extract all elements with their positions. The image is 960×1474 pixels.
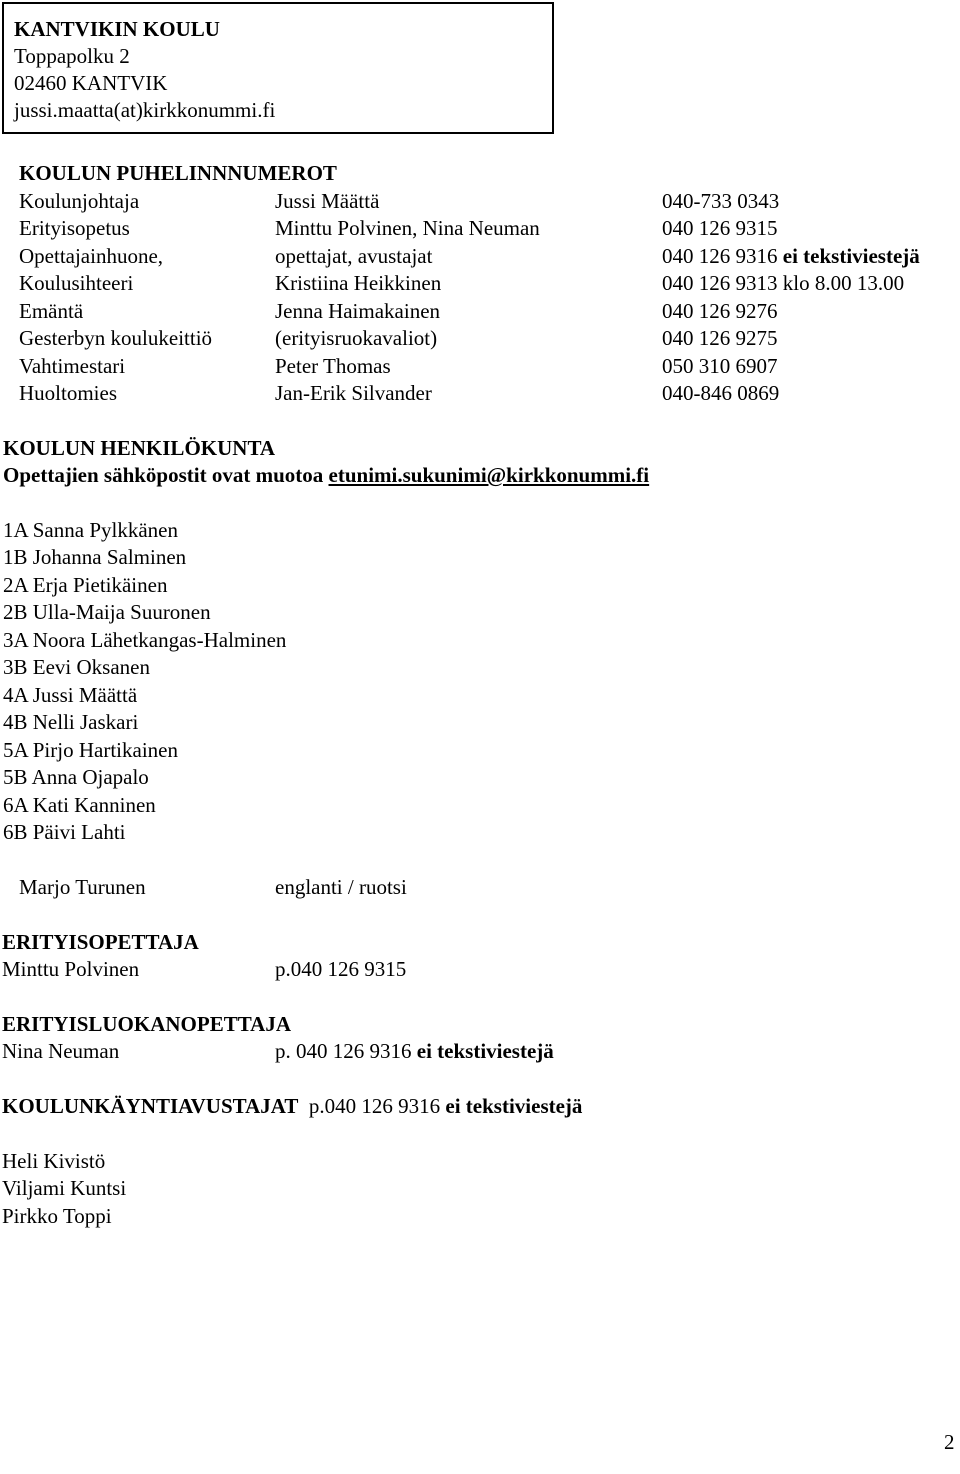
assistants-heading-line [2,1094,582,1118]
language-teacher-name: Marjo Turunen [19,875,146,899]
teacher-item: 2B Ulla-Maija Suuronen [3,600,211,624]
phone-name: Minttu Polvinen, Nina Neuman [275,216,540,240]
phone-number: 040 126 9313 klo 8.00 13.00 [662,271,905,295]
assistant-item: Viljami Kuntsi [2,1176,127,1200]
phone-role: Koulunjohtaja [19,189,140,213]
special-teacher-heading: ERITYISOPETTAJA [2,930,199,954]
phone-role: Opettajainhuone, [19,244,164,268]
assistants-phone: p.040 126 9316 [308,1094,441,1118]
phone-number: 040 126 9315 [662,216,778,240]
school-postal: 02460 KANTVIK [14,71,168,95]
phone-number: 040-846 0869 [662,381,780,405]
assistant-item: Heli Kivistö [2,1149,106,1173]
email-pattern-link[interactable]: etunimi.sukunimi@kirkkonummi.fi [328,463,650,487]
phone-name: Jenna Haimakainen [275,299,441,323]
special-teacher-name: Minttu Polvinen [2,957,140,981]
phone-role: Huoltomies [19,381,117,405]
no-sms-note: ei tekstiviestejä [782,244,920,268]
phone-role: Gesterbyn koulukeittiö [19,326,213,350]
teacher-item: 4A Jussi Määttä [3,683,138,707]
teacher-item: 1B Johanna Salminen [3,545,187,569]
teacher-item: 3B Eevi Oksanen [3,655,150,679]
teacher-item: 1A Sanna Pylkkänen [3,518,178,542]
school-email[interactable]: jussi.maatta(at)kirkkonummi.fi [14,98,276,122]
assistant-item: Pirkko Toppi [2,1204,112,1228]
page-number: 2 [944,1430,955,1454]
staff-heading: KOULUN HENKILÖKUNTA [3,436,276,460]
school-street: Toppapolku 2 [14,44,130,68]
special-teacher-phone: p.040 126 9315 [275,957,407,981]
phone-number: 050 310 6907 [662,354,778,378]
staff-email-note [3,463,649,487]
teacher-item: 3A Noora Lähetkangas-Halminen [3,628,287,652]
teacher-item: 5B Anna Ojapalo [3,765,149,789]
phone-role: Koulusihteeri [19,271,134,295]
assistants-heading: KOULUNKÄYNTIAVUSTAJAT [2,1094,299,1118]
phone-role: Vahtimestari [19,354,126,378]
special-class-teacher-heading: ERITYISLUOKANOPETTAJA [2,1012,291,1036]
phone-name: Jan-Erik Silvander [275,381,432,405]
phone-role: Emäntä [19,299,84,323]
no-sms-note: ei tekstiviestejä [445,1094,583,1118]
teacher-item: 6B Päivi Lahti [3,820,126,844]
no-sms-note: ei tekstiviestejä [416,1039,554,1063]
phones-heading: KOULUN PUHELINNNUMEROT [19,161,337,185]
special-class-teacher-name: Nina Neuman [2,1039,120,1063]
school-name: KANTVIKIN KOULU [14,17,220,41]
phone-name: Kristiina Heikkinen [275,271,442,295]
special-class-teacher-phone: p. 040 126 9316 [275,1039,412,1063]
phone-name: opettajat, avustajat [275,244,433,268]
phone-number: 040 126 9276 [662,299,778,323]
special-class-teacher-phone-line [275,1039,554,1063]
teacher-item: 4B Nelli Jaskari [3,710,139,734]
teacher-item: 5A Pirjo Hartikainen [3,738,178,762]
phone-name: Jussi Määttä [275,189,380,213]
language-teacher-subject: englanti / ruotsi [275,875,407,899]
phone-name: (erityisruokavaliot) [275,326,438,350]
phone-number: 040 126 9275 [662,326,778,350]
phone-number: 040-733 0343 [662,189,780,213]
phone-number-with-note [662,244,920,268]
teacher-item: 6A Kati Kanninen [3,793,156,817]
email-note-text: Opettajien sähköpostit ovat muotoa [3,463,324,487]
teacher-item: 2A Erja Pietikäinen [3,573,168,597]
phone-role: Erityisopetus [19,216,130,240]
phone-name: Peter Thomas [275,354,391,378]
phone-number: 040 126 9316 [662,244,778,268]
